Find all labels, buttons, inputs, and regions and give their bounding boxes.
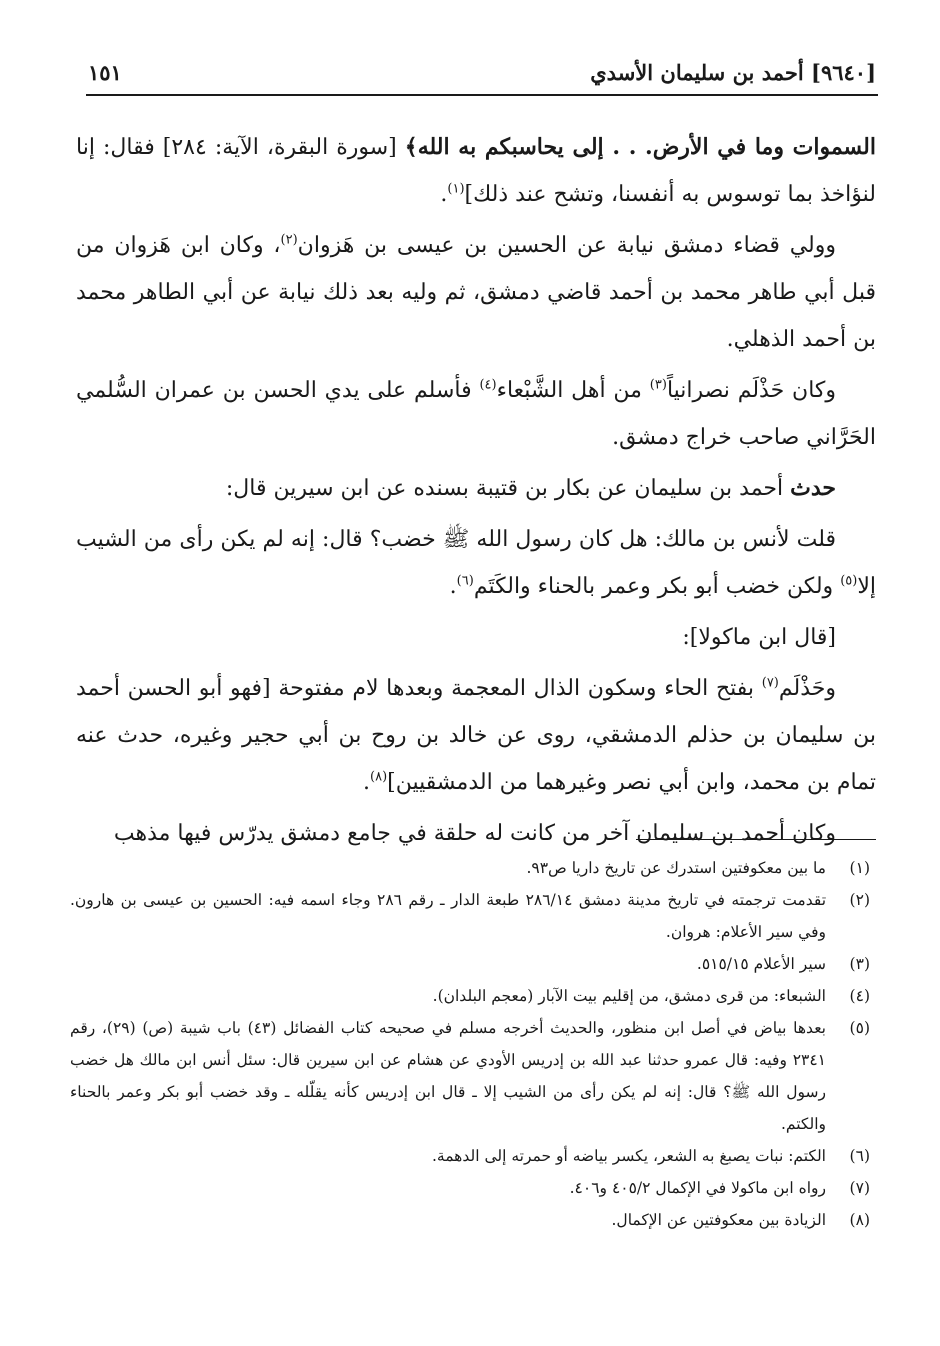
footnote-ref-6: (٦) (456, 573, 474, 589)
footnote-4 (70, 980, 870, 1012)
footnote-separator (636, 839, 876, 840)
footnote-text: رواه ابن ماكولا في الإكمال ٤٠٥/٢ و٤٠٦. (569, 1179, 826, 1197)
paragraph-3-text-b: من أهل الشَّبْعاء (496, 378, 650, 403)
footnote-number: (٥) (849, 1019, 870, 1037)
running-title: [٩٦٤٠] أحمد بن سليمان الأسدي (590, 60, 876, 85)
footnote-number: (٦) (849, 1147, 870, 1165)
paragraph-4 (76, 465, 876, 512)
footnote-number: (٤) (849, 987, 870, 1005)
paragraph-8: وكان أحمد بن سليمان آخر من كانت له حلقة في جامع دمشق يدرّس فيها مذهب (113, 821, 836, 846)
footnote-ref-8: (٨) (370, 769, 388, 785)
footnote-6 (70, 1140, 870, 1172)
footnote-5 (70, 1012, 870, 1140)
paragraph-3-text-a: وكان حَذْلَم نصرانياً (666, 378, 836, 403)
paragraph-1 (76, 124, 876, 218)
footnote-ref-7: (٧) (761, 675, 779, 691)
paragraph-2-text-a: وولي قضاء دمشق نيابة عن الحسين بن عيسى بن هَزوان (297, 233, 837, 258)
main-text (76, 124, 876, 857)
footnote-8 (70, 1204, 870, 1236)
footnote-ref-5: (٥) (840, 573, 858, 589)
paragraph-1-text: [سورة البقرة، الآية: ٢٨٤] فقال: إنا لنؤاخذ بما توسوس به أنفسنا، وتشح عند ذلك] (76, 135, 876, 207)
paragraph-5-text-c: . (449, 574, 457, 599)
paragraph-7-text-b: بفتح الحاء وسكون الذال المعجمة وبعدها لام مفتوحة [فهو أبو الحسن أحمد بن سليمان بن حذلم الدمشقي، روى عن خالد بن روح بن أبي حجير وغيره، حدث عنه تمام بن محمد، وابن أبي نصر وغيرهما من الدمشقيين] (76, 676, 876, 795)
page-number: ١٥١ (88, 60, 122, 85)
footnotes (70, 852, 870, 1236)
footnote-text: الزيادة بين معكوفتين عن الإكمال. (611, 1211, 826, 1229)
paragraph-5 (76, 516, 876, 610)
footnote-text: بعدها بياض في أصل ابن منظور، والحديث أخرجه مسلم في صحيحه كتاب الفضائل (٤٣) باب شيبة (ص) (٢٩)، رقم ٢٣٤١ وفيه: قال عمرو حدثنا عبد الله بن إدريس الأودي عن هشام عن ابن سيرين قال: سئل أنس ابن مالك هل خضب رسول الله ﷺ؟ قال: إنه لم يكن رأى من الشيب إلا ـ قال ابن إدريس كأنه يقلّله ـ وقد خضب أبو بكر وعمر بالحناء والكتم. (70, 1019, 826, 1133)
footnote-ref-3: (٣) (649, 377, 667, 393)
paragraph-4-text: أحمد بن سليمان عن بكار بن قتيبة بسنده عن ابن سيرين قال: (225, 476, 791, 501)
footnote-text: تقدمت ترجمته في تاريخ مدينة دمشق ٢٨٦/١٤ طبعة الدار ـ رقم ٢٨٦ وجاء اسمه فيه: الحسين بن عيسى بن هارون. وفي سير الأعلام: هروان. (70, 891, 827, 941)
paragraph-3-text-c: فأسلم على يدي الحسن بن عمران السُّلمي الحَرَّاني صاحب خراج دمشق. (76, 378, 876, 450)
footnote-number: (١) (849, 859, 870, 877)
paragraph-7-text-a: وحَذْلَم (778, 676, 836, 701)
header-rule (86, 94, 878, 96)
paragraph-7-text-c: . (363, 770, 371, 795)
footnote-3 (70, 948, 870, 980)
footnote-2 (70, 884, 870, 948)
footnote-number: (٨) (849, 1211, 870, 1229)
footnote-text: الكتم: نبات يصبغ به الشعر، يكسر بياضه أو حمرته إلى الدهمة. (431, 1147, 826, 1165)
footnote-number: (٣) (849, 955, 870, 973)
footnote-number: (٢) (849, 891, 870, 909)
paragraph-7 (76, 665, 876, 806)
footnote-ref-2: (٢) (280, 232, 298, 248)
paragraph-2-text-b: ، وكان ابن هَزوان من قبل أبي طاهر محمد بن أحمد قاضي دمشق، ثم وليه بعد ذلك نيابة عن أبي الطاهر محمد بن أحمد الذهلي. (76, 233, 876, 352)
footnote-number: (٧) (849, 1179, 870, 1197)
paragraph-5-text-a: قلت لأنس بن مالك: هل كان رسول الله ﷺ خضب؟ قال: إنه لم يكن رأى من الشيب إلا (76, 527, 876, 599)
footnote-ref-1: (١) (447, 181, 465, 197)
footnote-text: الشبعاء: من قرى دمشق، من إقليم بيت الآبار (معجم البلدان). (432, 987, 826, 1005)
paragraph-3 (76, 367, 876, 461)
footnote-text: سير الأعلام ٥١٥/١٥. (696, 955, 826, 973)
page-header (88, 58, 876, 94)
quran-quote: السموات وما في الأرض. . . إلى يحاسبكم به الله﴾ (404, 134, 876, 160)
footnote-1 (70, 852, 870, 884)
footnote-ref-4: (٤) (479, 377, 497, 393)
footnote-text: ما بين معكوفتين استدرك عن تاريخ داريا ص٩٣. (526, 859, 826, 877)
footnote-7 (70, 1172, 870, 1204)
hadith-lead-word: حدث (790, 475, 836, 501)
paragraph-6: [قال ابن ماكولا]: (682, 625, 836, 650)
paragraph-1-end: . (440, 182, 448, 207)
paragraph-5-text-b: ولكن خضب أبو بكر وعمر بالحناء والكَتَم (473, 574, 841, 599)
paragraph-2 (76, 222, 876, 363)
